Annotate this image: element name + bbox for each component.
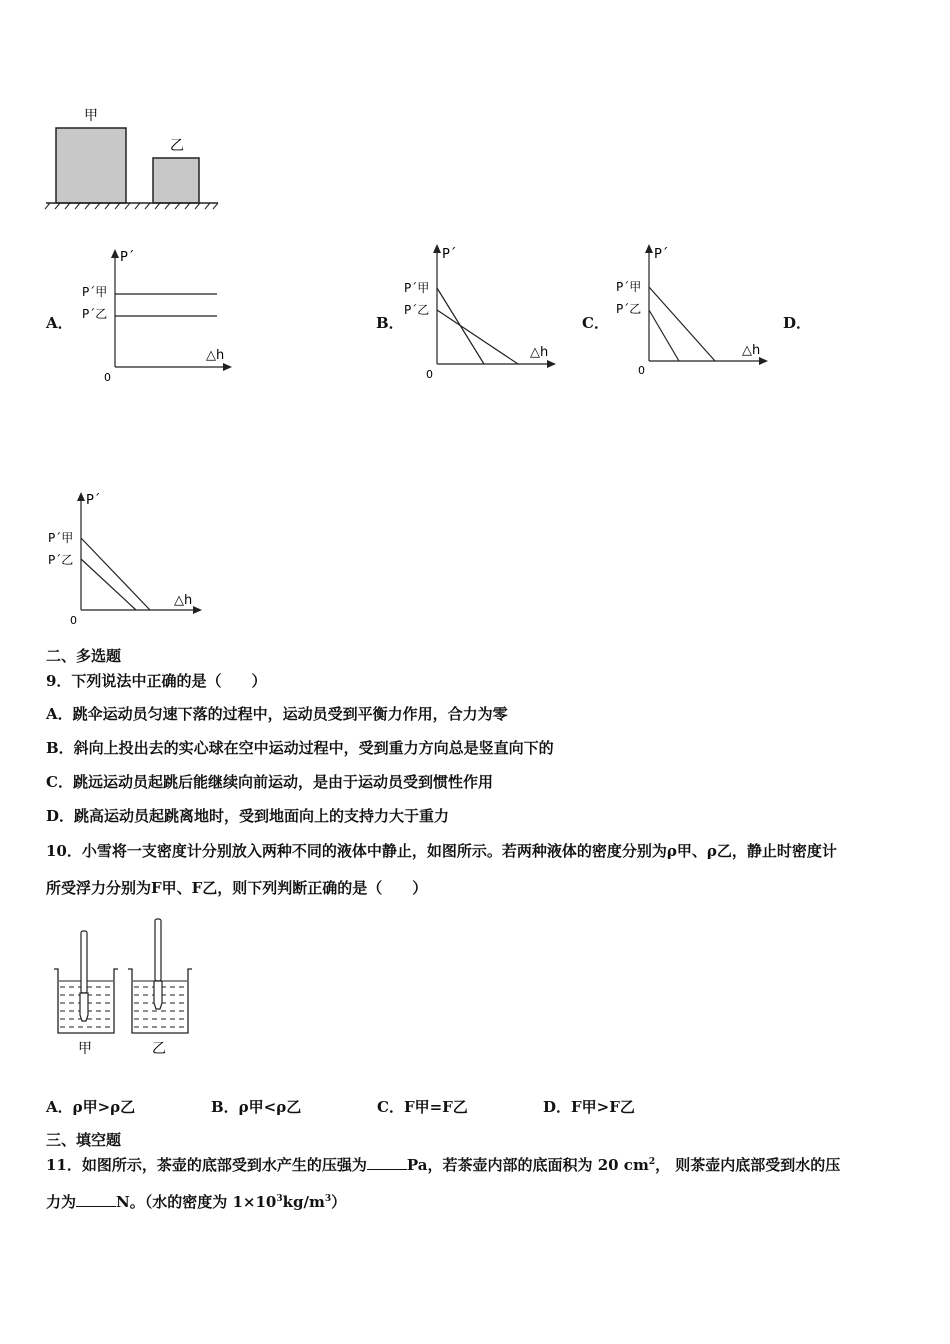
- q10-option-b[interactable]: B．ρ甲<ρ乙: [211, 1098, 302, 1116]
- graph-c-p-yi: P´乙: [616, 302, 642, 316]
- graph-d-line-jia: [81, 538, 150, 610]
- graph-a-origin: 0: [104, 371, 111, 384]
- graph-d-p-yi: P´乙: [48, 553, 74, 567]
- q8-option-a-label[interactable]: A．: [46, 314, 73, 332]
- q11-sup-m: 3: [324, 1194, 332, 1204]
- section-2-heading: 二、多选题: [46, 647, 122, 665]
- graph-c: [612, 240, 777, 380]
- graph-c-x-label: △h: [742, 343, 761, 358]
- graph-b: [400, 240, 565, 385]
- graph-b-p-yi: P´乙: [404, 303, 430, 317]
- q10-option-c[interactable]: C．F甲=F乙: [377, 1098, 468, 1116]
- block-jia-label: 甲: [84, 108, 98, 124]
- beaker-yi-label: 乙: [152, 1041, 166, 1057]
- hydrometer-yi: [154, 919, 162, 1009]
- q11-sup-exp: 3: [276, 1194, 283, 1204]
- section-3-heading: 三、填空题: [46, 1131, 122, 1149]
- q10-stem-line-2: 所受浮力分别为F甲、F乙，则下列判断正确的是（ ）: [46, 879, 428, 897]
- graph-d-y-label: P´: [86, 493, 101, 508]
- q10-stem-line-1: 10．小雪将一支密度计分别放入两种不同的液体中静止，如图所示。若两种液体的密度分别为ρ甲、ρ乙，静止时密度计: [46, 842, 837, 860]
- q11-text-7: ）: [331, 1193, 347, 1211]
- q9-option-a[interactable]: A．跳伞运动员匀速下落的过程中，运动员受到平衡力作用，合力为零: [46, 705, 508, 723]
- q10-option-a[interactable]: A．ρ甲>ρ乙: [46, 1098, 136, 1116]
- q11-text-3: ， 则茶壶内底部受到水的压: [655, 1156, 841, 1174]
- block-yi-label: 乙: [170, 138, 184, 154]
- graph-b-x-label: △h: [530, 345, 549, 360]
- graph-b-p-jia: P´甲: [404, 281, 430, 295]
- graph-b-y-label: P´: [442, 247, 457, 262]
- graph-d-origin: 0: [70, 614, 77, 627]
- q11-text-5: N。（水的密度为 1×10: [116, 1193, 277, 1211]
- graph-a-p-jia: P´甲: [82, 285, 108, 299]
- graph-d-p-jia: P´甲: [48, 531, 74, 545]
- q11-text-2: Pa，若茶壶内部的底面积为 20 cm: [406, 1156, 649, 1174]
- q9-option-b[interactable]: B．斜向上投出去的实心球在空中运动过程中，受到重力方向总是竖直向下的: [46, 739, 554, 757]
- graph-a-p-yi: P´乙: [82, 307, 108, 321]
- q11-blank-pressure[interactable]: [367, 1157, 407, 1170]
- graph-a: [78, 245, 238, 385]
- graph-a-y-label: P´: [120, 250, 135, 265]
- q11-blank-force[interactable]: [76, 1194, 116, 1207]
- graph-b-line-yi: [437, 310, 518, 364]
- graph-c-line-yi: [649, 310, 679, 361]
- q11-sup-cm: 2: [648, 1157, 656, 1167]
- blocks-figure: [40, 100, 230, 215]
- q8-option-d-label[interactable]: D．: [783, 314, 812, 332]
- q8-option-b-label[interactable]: B．: [376, 314, 404, 332]
- block-jia: [56, 128, 126, 203]
- q9-stem: 9．下列说法中正确的是（ ）: [46, 672, 267, 690]
- graph-d-x-label: △h: [174, 593, 193, 608]
- ground-hatching: [45, 203, 218, 209]
- graph-c-line-jia: [649, 287, 715, 361]
- q8-option-c-label[interactable]: C．: [582, 314, 609, 332]
- hydrometer-jia: [80, 931, 88, 1021]
- q11-text-1: 11．如图所示，茶壶的底部受到水产生的压强为: [46, 1156, 367, 1174]
- q11-text-6: kg/m: [282, 1193, 325, 1211]
- graph-c-p-jia: P´甲: [616, 280, 642, 294]
- q9-option-c[interactable]: C．跳远运动员起跳后能继续向前运动，是由于运动员受到惯性作用: [46, 773, 493, 791]
- graph-c-origin: 0: [638, 364, 645, 377]
- beaker-jia-label: 甲: [78, 1041, 92, 1057]
- q11-text-4: 力为: [46, 1193, 77, 1211]
- graph-d: [44, 488, 214, 630]
- graph-c-y-label: P´: [654, 247, 669, 262]
- q11-line-1: [46, 1154, 840, 1175]
- block-yi: [153, 158, 199, 203]
- q11-line-2: [46, 1191, 346, 1212]
- hydrometer-figure: [48, 915, 198, 1060]
- q9-option-d[interactable]: D．跳高运动员起跳离地时，受到地面向上的支持力大于重力: [46, 807, 450, 825]
- graph-b-origin: 0: [426, 368, 433, 381]
- graph-a-x-label: △h: [206, 348, 225, 363]
- q10-option-d[interactable]: D．F甲>F乙: [543, 1098, 635, 1116]
